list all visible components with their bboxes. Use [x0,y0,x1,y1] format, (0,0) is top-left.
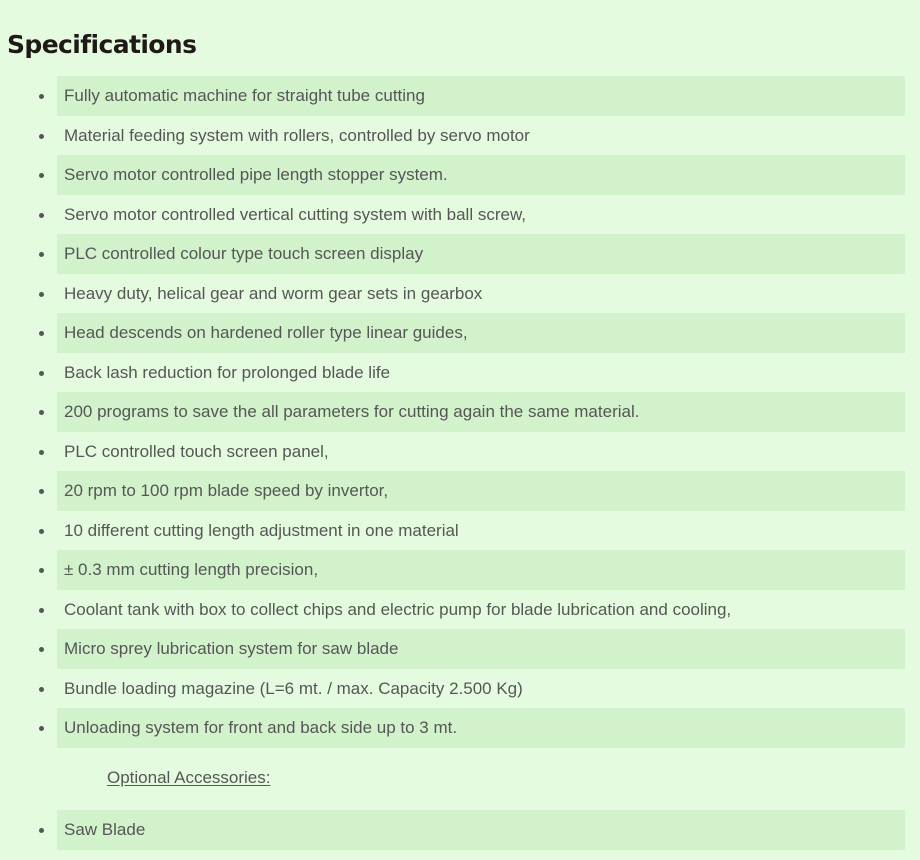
list-item [0,669,920,709]
page-title: Specifications [7,30,197,59]
bullet-icon [39,726,44,731]
bullet-icon [39,410,44,415]
list-item [0,810,920,850]
bullet-icon [39,94,44,99]
list-item-text: 200 programs to save the all parameters for cutting again the same material. [57,392,905,432]
list-item-text: Servo motor controlled pipe length stopper system. [57,155,905,195]
bullet-icon [39,828,44,833]
list-item [0,313,920,353]
list-item-text: Coolant tank with box to collect chips and electric pump for blade lubrication and cooling, [64,599,732,619]
list-item-text: Micro sprey lubrication system for saw blade [57,629,905,669]
bullet-icon [39,489,44,494]
list-item-text: Material feeding system with rollers, controlled by servo motor [64,125,530,145]
list-item [0,590,920,630]
list-item [0,234,920,274]
specifications-list [0,76,920,748]
list-item-text: PLC controlled colour type touch screen display [57,234,905,274]
list-item [0,76,920,116]
list-item-text: Servo motor controlled vertical cutting system with ball screw, [64,204,527,224]
list-item-text: Unloading system for front and back side up to 3 mt. [57,708,905,748]
list-item [0,116,920,156]
list-item [0,274,920,314]
bullet-icon [39,292,44,297]
bullet-icon [39,134,44,139]
list-item [0,195,920,235]
bullet-icon [39,608,44,613]
list-item-text: Bundle loading magazine (L=6 mt. / max. Capacity 2.500 Kg) [64,678,523,698]
list-item-text: Saw Blade [57,810,905,850]
optional-accessories-heading: Optional Accessories: [107,768,271,787]
list-item-text: Heavy duty, helical gear and worm gear sets in gearbox [64,283,483,303]
list-item [0,155,920,195]
list-item [0,708,920,748]
list-item [0,392,920,432]
list-item-text: Back lash reduction for prolonged blade life [64,362,391,382]
list-item [0,629,920,669]
list-item [0,511,920,551]
list-item [0,432,920,472]
bullet-icon [39,529,44,534]
list-item-text: ± 0.3 mm cutting length precision, [57,550,905,590]
bullet-icon [39,213,44,218]
list-item [0,550,920,590]
bullet-icon [39,568,44,573]
bullet-icon [39,450,44,455]
list-item-text: PLC controlled touch screen panel, [64,441,329,461]
optional-accessories-list [0,810,920,850]
list-item-text: 10 different cutting length adjustment in one material [64,520,459,540]
bullet-icon [39,371,44,376]
list-item-text: Head descends on hardened roller type linear guides, [57,313,905,353]
list-item-text: 20 rpm to 100 rpm blade speed by invertor, [57,471,905,511]
list-item [0,471,920,511]
bullet-icon [39,687,44,692]
bullet-icon [39,331,44,336]
bullet-icon [39,173,44,178]
list-item-text: Fully automatic machine for straight tube cutting [57,76,905,116]
list-item [0,353,920,393]
bullet-icon [39,252,44,257]
bullet-icon [39,647,44,652]
